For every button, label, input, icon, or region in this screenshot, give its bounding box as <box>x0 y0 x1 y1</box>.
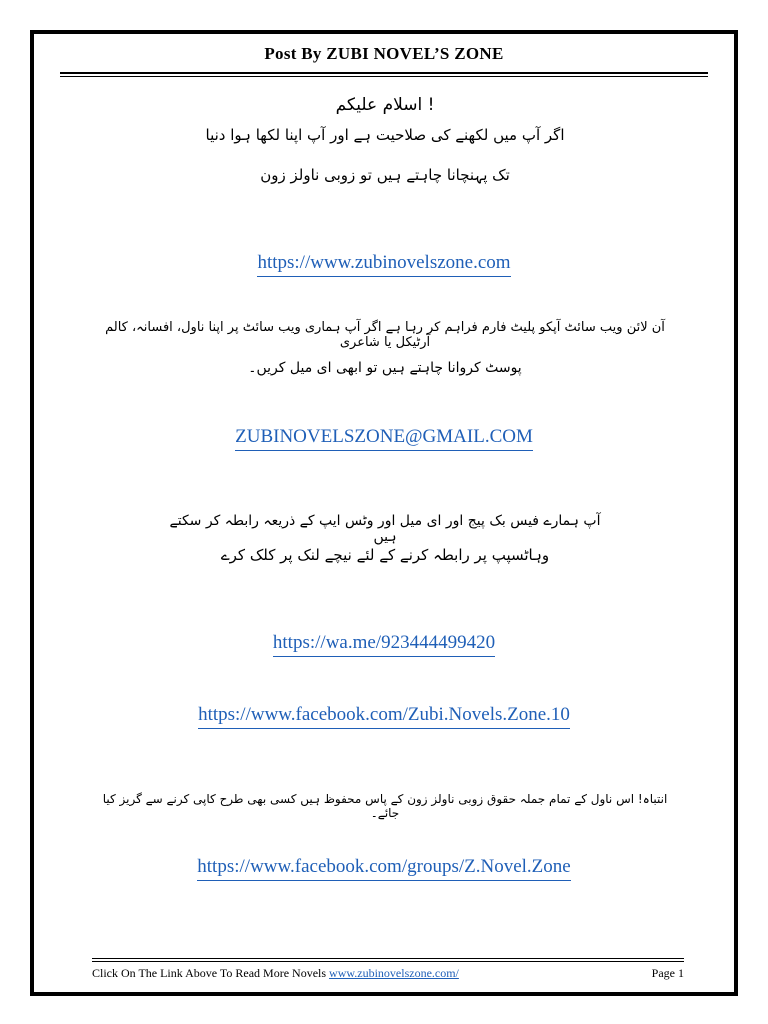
footer-rule-bottom <box>92 961 684 962</box>
website-link-text[interactable]: https://www.zubinovelszone.com <box>257 252 510 277</box>
intro-line-1: اگر آپ میں لکھنے کی صلاحیت ہے اور آپ اپنا لکھا ہوا دنیا <box>205 126 565 144</box>
footer-rule-top <box>92 958 684 959</box>
website-link[interactable] <box>0 252 768 274</box>
email-link[interactable] <box>0 426 768 448</box>
whatsapp-link[interactable] <box>0 632 768 654</box>
footer-link[interactable]: www.zubinovelszone.com/ <box>329 966 459 980</box>
facebook-page-link-text[interactable]: https://www.facebook.com/Zubi.Novels.Zone.10 <box>198 704 570 729</box>
footer <box>92 966 684 981</box>
platform-line-2: پوسٹ کروانا چاہتے ہیں تو ابھی ای میل کریں۔ <box>248 360 522 376</box>
page-header: Post By ZUBI NOVEL’S ZONE <box>60 44 708 74</box>
facebook-group-link-text[interactable]: https://www.facebook.com/groups/Z.Novel.Zone <box>197 856 570 881</box>
facebook-group-link[interactable] <box>0 856 768 878</box>
contact-line-2: وہاٹسپپ پر رابطہ کرنے کے لئے نیچے لنک پر کلک کرے <box>220 546 550 564</box>
footer-text: Click On The Link Above To Read More Novels <box>92 966 327 980</box>
greeting: ! اسلام علیکم <box>335 95 435 115</box>
page-number: Page 1 <box>651 966 684 980</box>
platform-line-1: آن لائن ویب سائٹ آپکو پلیٹ فارم فراہم کر رہا ہے اگر آپ ہماری ویب سائٹ پر اپنا ناول، افسانہ، کالم آرٹیکل یا شاعری <box>105 320 665 350</box>
whatsapp-link-text[interactable]: https://wa.me/923444499420 <box>273 632 495 657</box>
intro-line-2: تک پہنچانا چاہتے ہیں تو زوبی ناولز زون <box>260 166 510 184</box>
email-link-text[interactable]: ZUBINOVELSZONE@GMAIL.COM <box>235 426 533 451</box>
contact-line-1: آپ ہمارے فیس بک پیج اور ای میل اور وٹس ایپ کے ذریعہ رابطہ کر سکتے ہیں <box>169 513 601 545</box>
copyright-warning: انتباہ! اس ناول کے تمام جملہ حقوق زوبی ناولز زون کے پاس محفوظ ہیں کسی بھی طرح کاپی کرنے سے گریز کیا جائے۔ <box>102 792 668 820</box>
facebook-page-link[interactable] <box>0 704 768 726</box>
